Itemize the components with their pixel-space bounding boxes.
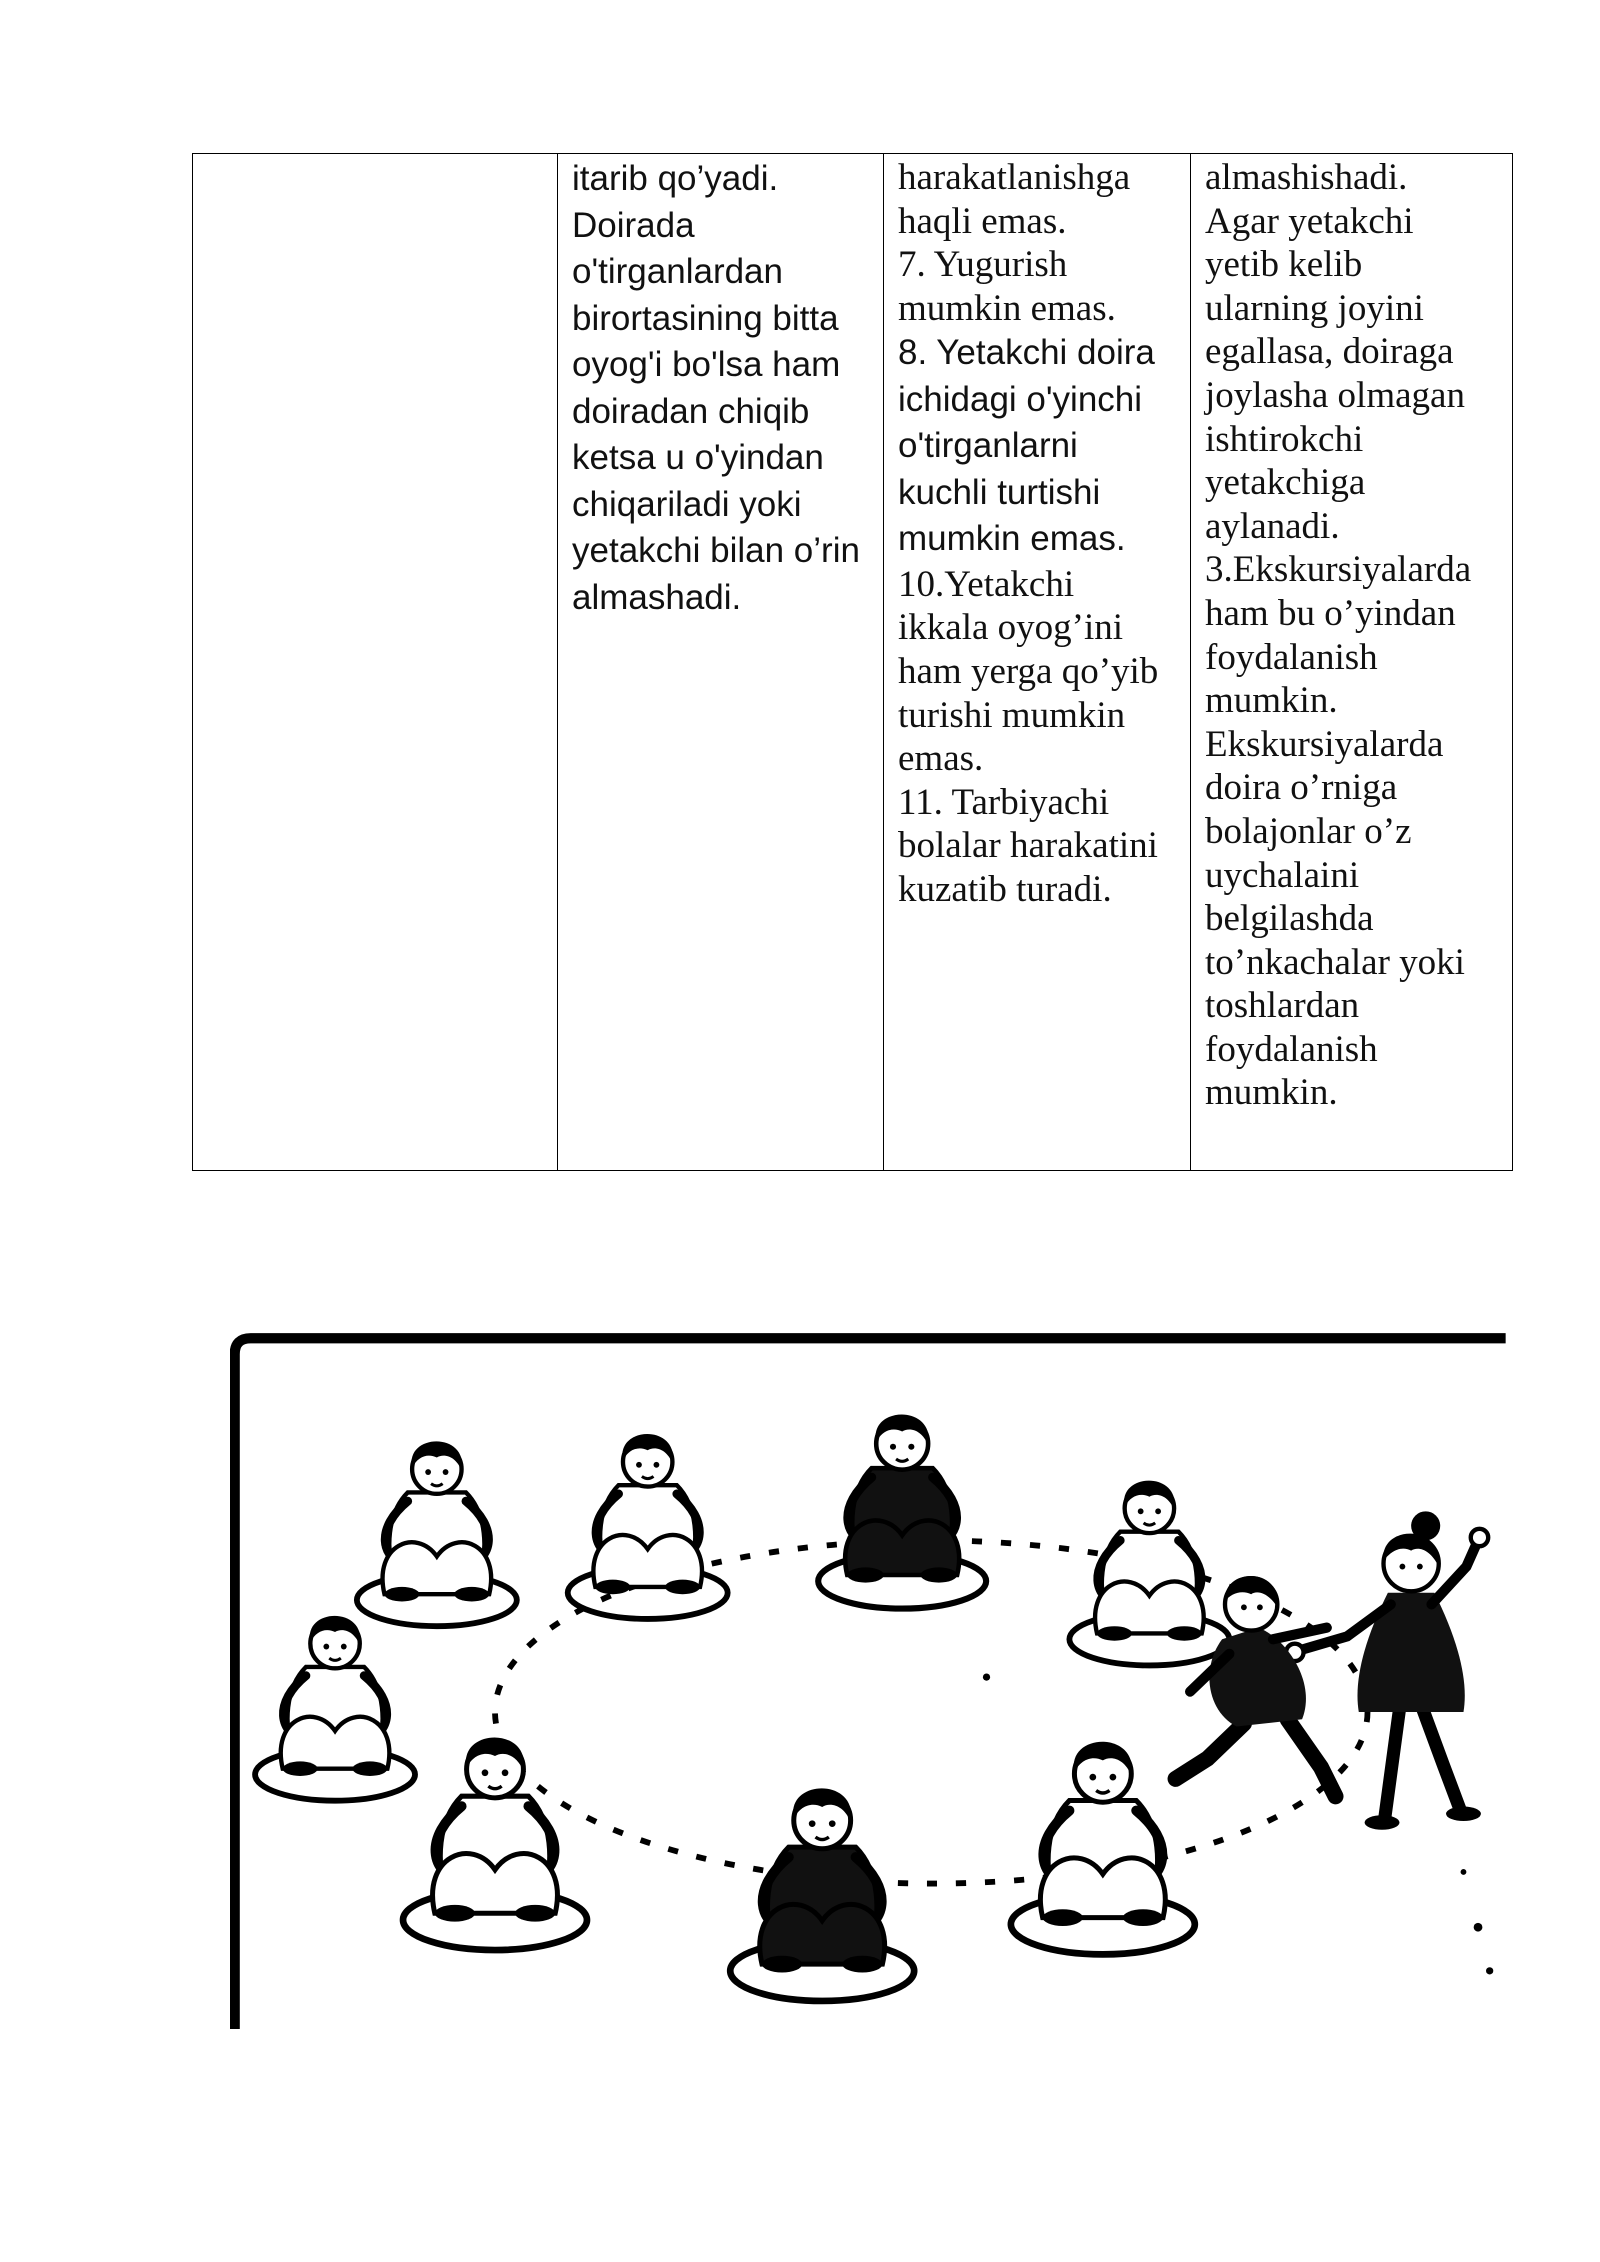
cell-text-line: belgilashda bbox=[1205, 898, 1374, 940]
cell-text-line: mumkin emas. bbox=[898, 287, 1116, 329]
cell-text-line: egallasa, doiraga bbox=[1205, 331, 1454, 373]
cell-text-line: ham yerga qo’yib bbox=[898, 651, 1159, 693]
cell-text-line: ikkala oyog’ini bbox=[898, 607, 1124, 649]
cell-text-line: oyog'i bo'lsa ham bbox=[572, 345, 841, 384]
cell-text-line: uychalaini bbox=[1205, 854, 1360, 896]
cell-text-line: birortasining bitta bbox=[572, 298, 839, 338]
cell-text-line: o'tirganlardan bbox=[572, 252, 783, 291]
cell-text-line: 3.Ekskursiyalarda bbox=[1205, 549, 1472, 591]
child-figure bbox=[730, 1788, 914, 2001]
cell-text-line: foydalanish bbox=[1205, 1028, 1378, 1070]
children-circle-game-illustration bbox=[230, 1331, 1506, 2029]
child-figure bbox=[818, 1414, 986, 1608]
cell-text-line: to’nkachalar yoki bbox=[1205, 941, 1465, 983]
cell-text-line: toshlardan bbox=[1205, 985, 1360, 1027]
cell-text-line: doira o’rniga bbox=[1205, 767, 1398, 809]
cell-text-line: haqli emas. bbox=[898, 200, 1067, 242]
cell-text-line: ham bu o’yindan bbox=[1205, 592, 1456, 634]
cell-text-line: 8. Yetakchi doira bbox=[898, 333, 1155, 373]
leader-child-figure bbox=[1286, 1511, 1488, 1829]
cell-text-line: mumkin. bbox=[1205, 1072, 1338, 1114]
cell-text-line: 7. Yugurish bbox=[898, 244, 1068, 286]
cell-text-line: chiqariladi yoki bbox=[572, 484, 802, 524]
child-figure bbox=[357, 1441, 517, 1626]
cell-text-line: ketsa u o'yindan bbox=[572, 438, 824, 477]
cell-text-line: 11. Tarbiyachi bbox=[898, 781, 1110, 823]
child-figure bbox=[568, 1434, 728, 1619]
table-cell-rules bbox=[883, 153, 1190, 1171]
cell-text-line: mumkin. bbox=[1205, 680, 1338, 722]
cell-text-line: doiradan chiqib bbox=[572, 391, 810, 431]
cell-text-line: itarib qo’yadi. bbox=[572, 159, 779, 198]
cell-text-line: mumkin emas. bbox=[898, 519, 1126, 559]
cell-text-line: bolalar harakatini bbox=[898, 825, 1158, 867]
cell-text-line: harakatlanishga bbox=[898, 157, 1131, 198]
table-cell-description bbox=[557, 153, 883, 1171]
table-cell-empty bbox=[192, 153, 557, 1171]
cell-text-line: Ekskursiyalarda bbox=[1205, 723, 1444, 765]
table-cell-notes bbox=[1190, 153, 1513, 1171]
cell-text-line: joylasha olmagan bbox=[1205, 374, 1465, 416]
cell-text-line: yetakchi bilan o’rin bbox=[572, 531, 860, 570]
cell-text-line: ichidagi o'yinchi bbox=[898, 379, 1143, 419]
cell-text-line: yetib kelib bbox=[1205, 244, 1363, 286]
cell-text-line: bolajonlar o’z bbox=[1205, 810, 1412, 852]
child-figure bbox=[403, 1737, 587, 1950]
cell-text-line: ularning joyini bbox=[1205, 287, 1424, 329]
cell-text-line: almashishadi. bbox=[1205, 157, 1408, 198]
child-figure bbox=[1069, 1481, 1229, 1666]
cell-text-line: turishi mumkin bbox=[898, 694, 1126, 736]
cell-text-line: 10.Yetakchi bbox=[898, 563, 1075, 605]
cell-text-line: Agar yetakchi bbox=[1205, 200, 1414, 242]
cell-text-line: aylanadi. bbox=[1205, 505, 1340, 547]
child-figure bbox=[255, 1616, 415, 1801]
cell-text-line: kuchli turtishi bbox=[898, 472, 1101, 512]
cell-text-line: ishtirokchi bbox=[1205, 418, 1364, 460]
cell-text-line: o'tirganlarni bbox=[898, 426, 1078, 466]
cell-text-line: foydalanish bbox=[1205, 636, 1378, 678]
child-figure bbox=[1011, 1742, 1195, 1955]
cell-text-line: yetakchiga bbox=[1205, 462, 1366, 504]
cell-text-line: almashadi. bbox=[572, 577, 742, 617]
cell-text-line: kuzatib turadi. bbox=[898, 869, 1112, 911]
cell-text-line: Doirada bbox=[572, 205, 695, 245]
cell-text-line: emas. bbox=[898, 738, 984, 780]
